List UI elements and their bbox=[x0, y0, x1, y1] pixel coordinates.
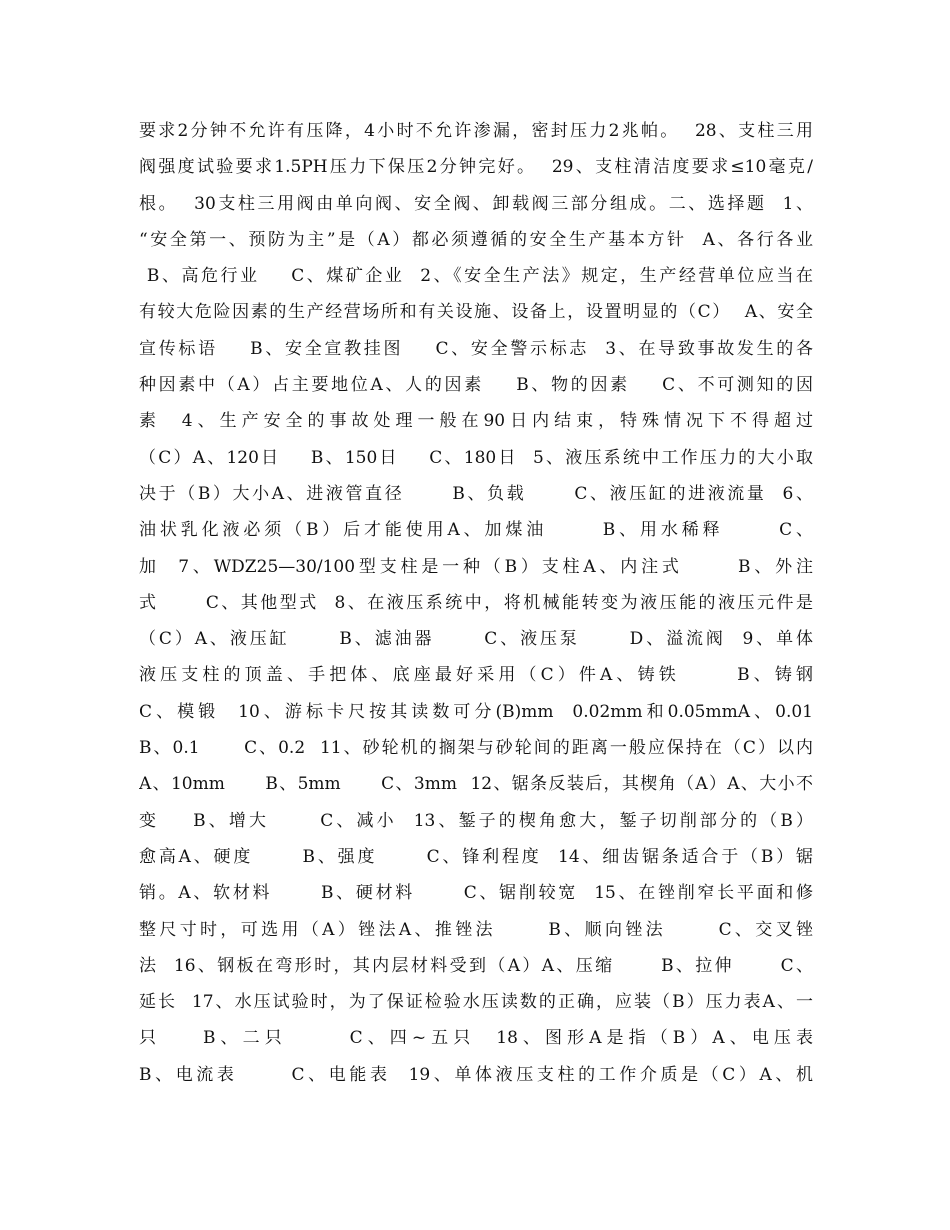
text-line: 有较大危险因素的生产经营场所和有关设施、设备上，设置明显的（C） A、安全 bbox=[139, 302, 813, 323]
text-line: B、高危行业 C、煤矿企业 2、《安全生产法》规定，生产经营单位应当在 bbox=[139, 266, 813, 287]
text-line: 根。 30支柱三用阀由单向阀、安全阀、卸载阀三部分组成。二、选择题 1、 bbox=[139, 193, 813, 214]
text-line: 油状乳化液必须（B）后才能使用A、加煤油 B、用水稀释 C、 bbox=[139, 520, 813, 541]
text-line: A、10mm B、5mm C、3mm 12、锯条反装后，其楔角（A）A、大小不 bbox=[139, 774, 813, 795]
text-line: 延长 17、水压试验时，为了保证检验水压读数的正确，应装（B）压力表A、一 bbox=[139, 992, 813, 1013]
text-line: 变 B、增大 C、减小 13、錾子的楔角愈大，錾子切削部分的（B） bbox=[139, 810, 813, 831]
text-line: 种因素中（A）占主要地位A、人的因素 B、物的因素 C、不可测知的因 bbox=[139, 375, 813, 396]
text-line: “安全第一、预防为主”是（A）都必须遵循的安全生产基本方针 A、各行各业 bbox=[139, 229, 813, 250]
text-line: （C）A、120日 B、150日 C、180日 5、液压系统中工作压力的大小取 bbox=[139, 447, 813, 468]
body-text bbox=[139, 113, 813, 1093]
text-line: 宣传标语 B、安全宣教挂图 C、安全警示标志 3、在导致事故发生的各 bbox=[139, 338, 813, 359]
text-line: 整尺寸时，可选用（A）锉法A、推锉法 B、顺向锉法 C、交叉锉 bbox=[139, 919, 813, 940]
text-line: 阀强度试验要求1.5PH压力下保压2分钟完好。 29、支柱清洁度要求≤10毫克/ bbox=[139, 157, 813, 178]
text-line: B、电流表 C、电能表 19、单体液压支柱的工作介质是（C）A、机 bbox=[139, 1064, 813, 1085]
text-line: 销。A、软材料 B、硬材料 C、锯削较宽 15、在锉削窄长平面和修 bbox=[139, 883, 813, 904]
text-line: 式 C、其他型式 8、在液压系统中，将机械能转变为液压能的液压元件是 bbox=[139, 592, 813, 613]
text-line: 液压支柱的顶盖、手把体、底座最好采用（C）件A、铸铁 B、铸钢 bbox=[139, 665, 813, 686]
text-line: 愈高A、硬度 B、强度 C、锋利程度 14、细齿锯条适合于（B）锯 bbox=[139, 846, 813, 867]
text-line: 法 16、钢板在弯形时，其内层材料受到（A）A、压缩 B、拉伸 C、 bbox=[139, 955, 813, 976]
text-line: 决于（B）大小A、进液管直径 B、负载 C、液压缸的进液流量 6、 bbox=[139, 483, 813, 504]
text-line: 素 4、生产安全的事故处理一般在90日内结束，特殊情况下不得超过 bbox=[139, 411, 813, 432]
text-line: B、0.1 C、0.2 11、砂轮机的搁架与砂轮间的距离一般应保持在（C）以内 bbox=[139, 738, 813, 759]
text-line: （C）A、液压缸 B、滤油器 C、液压泵 D、溢流阀 9、单体 bbox=[139, 629, 813, 650]
text-line: 要求2分钟不允许有压降，4小时不允许渗漏，密封压力2兆帕。 28、支柱三用 bbox=[139, 121, 813, 141]
text-line: C、模锻 10、游标卡尺按其读数可分(B)mm 0.02mm和0.05mmA、0.01 bbox=[139, 701, 813, 722]
text-line: 只 B、二只 C、四~五只 18、图形A是指（B）A、电压表 bbox=[139, 1028, 813, 1049]
text-line: 加 7、WDZ25—30/100型支柱是一种（B）支柱A、内注式 B、外注 bbox=[139, 556, 813, 577]
